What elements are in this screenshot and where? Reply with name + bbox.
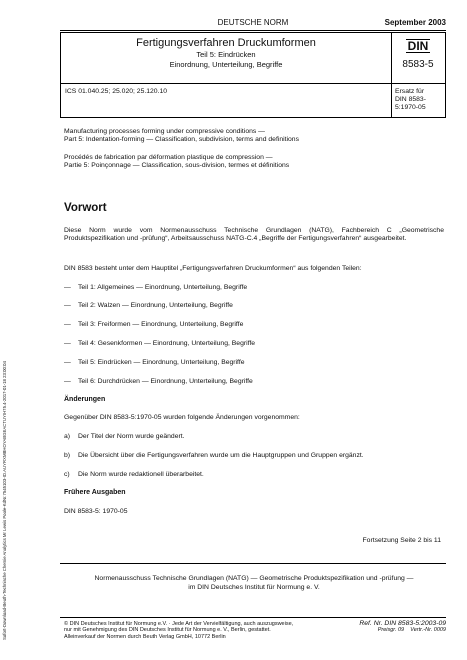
part-entry: Teil 5: Eindrücken — Einordnung, Unterteilung, Begriffe [78, 359, 245, 366]
copyright-line1: © DIN Deutsches Institut für Normung e.V. · Jede Art der Vervielfältigung, auch auszugsweise, [64, 621, 294, 627]
previous-editions-heading: Frühere Ausgaben [64, 489, 126, 496]
change-item [64, 433, 185, 440]
ics-codes: ICS 01.040.25; 25.020; 25.120.10 [65, 88, 168, 95]
publication-date: September 2003 [384, 18, 446, 27]
list-dash: — [64, 302, 71, 309]
french-title-line1: Procédés de fabrication par déformation plastique de compression — [64, 154, 273, 161]
french-title-line2: Partie 5: Poinçonnage — Classification, sous-division, termes et définitions [64, 162, 290, 170]
title-block [61, 37, 391, 69]
english-title-line1: Manufacturing processes forming under compressive conditions — [64, 128, 265, 135]
list-dash: — [64, 359, 71, 366]
change-item [64, 471, 204, 478]
item-text: Die Norm wurde redaktionell überarbeitet. [78, 471, 204, 478]
ics-row [60, 84, 446, 118]
price-group: Preisgr. 09 [377, 627, 405, 634]
copyright-line2: nur mit Genehmigung des DIN Deutsches Institut für Normung e. V., Berlin, gestattet. [64, 627, 271, 634]
document-header [60, 18, 446, 31]
part-title: Teil 5: Eindrücken [196, 50, 256, 59]
reference-number: Ref. Nr. DIN 8583-5:2003-09 [359, 620, 446, 627]
item-text: Die Übersicht über die Fertigungsverfahren wurde um die Hauptgruppen und Gruppen ergänzt. [78, 452, 364, 459]
list-item [64, 340, 255, 347]
previous-editions-text: DIN 8583-5: 1970-05 [64, 508, 128, 515]
list-item [64, 321, 243, 328]
list-item [64, 284, 247, 291]
vorwort-heading: Vorwort [64, 202, 107, 214]
changes-intro: Gegenüber DIN 8583-5:1970-05 wurden folgende Änderungen vorgenommen: [64, 414, 300, 421]
committee-line2: im DIN Deutsches Institut für Normung e. V. [188, 583, 320, 591]
reference-block [359, 621, 446, 634]
list-dash: — [64, 378, 71, 385]
replaced-standard: DIN 8583-5:1970-05 [395, 96, 426, 111]
standard-number: 8583-5 [402, 59, 434, 70]
item-letter: b) [64, 452, 71, 459]
document-title: Fertigungsverfahren Druckumformen [136, 37, 316, 49]
list-dash: — [64, 321, 71, 328]
committee-footer [64, 575, 444, 592]
ics-divider [391, 84, 392, 117]
list-item [64, 302, 233, 309]
copyright-text [64, 621, 293, 640]
part-entry: Teil 1: Allgemeines — Einordnung, Unterteilung, Begriffe [78, 284, 248, 291]
price-group-line [359, 627, 446, 633]
item-letter: c) [64, 471, 70, 478]
vorwort-paragraph-1: Diese Norm wurde vom Normenausschuss Technische Grundlagen (NATG), Fachbereich C „Geometrische Produktspezifikation und -prüfung“, Arbeitsausschuss NATG-C.4 „Begriffe der Fertigungsverfahren“ ausgearbeitet. [64, 227, 444, 243]
din-logo: DIN [407, 39, 429, 53]
list-dash: — [64, 340, 71, 347]
part-entry: Teil 2: Walzen — Einordnung, Unterteilung, Begriffe [78, 302, 233, 309]
list-item [64, 359, 245, 366]
item-letter: a) [64, 433, 71, 440]
din-logo-block [391, 37, 445, 70]
part-entry: Teil 6: Durchdrücken — Einordnung, Unterteilung, Begriffe [78, 378, 253, 385]
title-box [60, 32, 446, 84]
part-entry: Teil 4: Gesenkformen — Einordnung, Unterteilung, Begriffe [78, 340, 256, 347]
item-text: Der Titel der Norm wurde geändert. [78, 433, 185, 440]
replacement-label: Ersatz für [395, 88, 425, 95]
english-title-line2: Part 5: Indentation-forming — Classification, subdivision, terms and definitions [64, 136, 299, 144]
continuation-note: Fortsetzung Seite 2 bis 11 [362, 537, 441, 544]
committee-line1: Normenausschuss Technische Grundlagen (NATG) — Geometrische Produktspezifikation und -prüfung — [94, 575, 414, 582]
list-item [64, 378, 253, 385]
changes-heading: Änderungen [64, 396, 106, 403]
list-dash: — [64, 284, 71, 291]
norm-type-label: DEUTSCHE NORM [217, 18, 289, 27]
replacement-note [395, 88, 445, 112]
footer-divider [60, 563, 446, 564]
copyright-line3: Alleinverkauf der Normen durch Beuth Verlag GmbH, 10772 Berlin [64, 633, 226, 640]
change-item [64, 452, 364, 459]
part-entry: Teil 3: Freiformen — Einordnung, Unterteilung, Begriffe [78, 321, 244, 328]
french-title [64, 154, 444, 170]
distribution-number: Vertr.-Nr. 0009 [410, 627, 446, 634]
vorwort-paragraph-2: DIN 8583 besteht unter dem Hauptitel „Fertigungsverfahren Druckumformen“ aus folgenden Teilen: [64, 265, 362, 272]
copyright-bar [60, 617, 446, 640]
document-subtitle: Einordnung, Unterteilung, Begriffe [169, 60, 283, 69]
download-watermark: Sofort-Download-Beuth-Technische Chemie Analytics Mr Lewis Poole-KdNr.7545103-ID.AUYRXMBHOYABGEACTUYIH75.4-2017-01-18 23:00:04 [2, 361, 7, 640]
english-title [64, 128, 444, 144]
